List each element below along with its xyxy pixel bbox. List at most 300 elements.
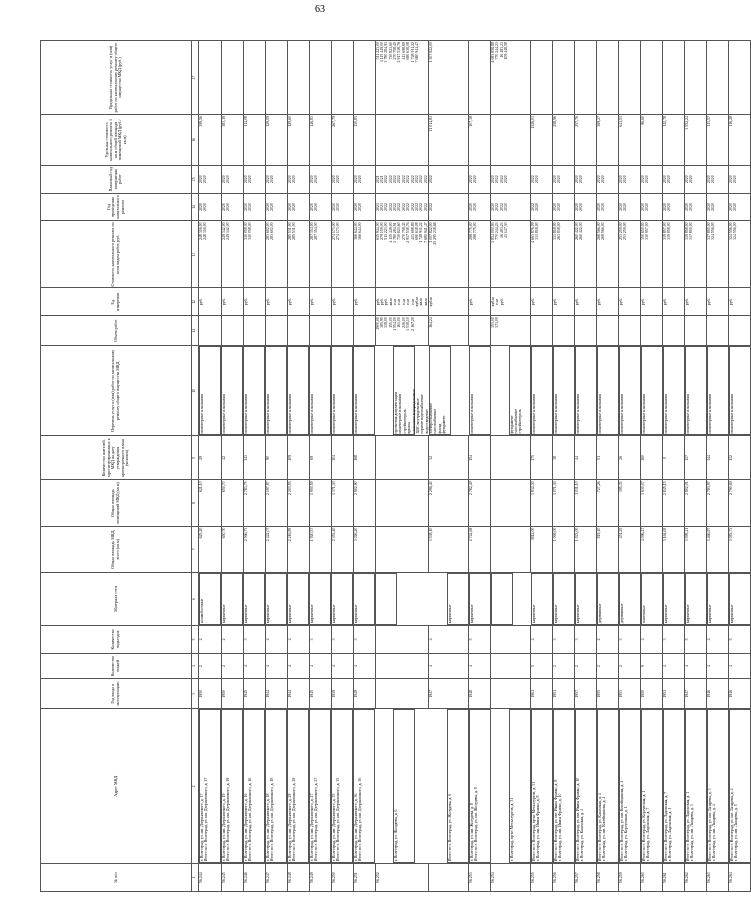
cell-area_l: 2 783,97 [707, 480, 729, 526]
cell-line: инженерные изыскания [469, 394, 474, 434]
cell-line: стройконтроль [402, 408, 407, 434]
cell-line: 285 531,00 [291, 222, 296, 240]
cell-people: 32 [429, 436, 469, 480]
column-index-cell: 8 [192, 480, 199, 526]
cell-line: 2 167,20 [410, 317, 415, 331]
cell-cost [243, 221, 265, 288]
cell-line: 253 259,00 [623, 222, 628, 240]
cell-line: 248 316,00 [203, 222, 208, 240]
table-body [192, 41, 751, 892]
cell-line: инженерные изыскания [354, 394, 358, 434]
column-header: Количество жителей, зарегистрированных в МКД на дату утверждения краткосрочного плана (человек) [41, 436, 192, 480]
cell-line: 2020 [557, 203, 562, 211]
cell-area: 3 164,65 [663, 526, 685, 572]
cell-entr: 4 [265, 626, 287, 654]
cell-year: 1945 [309, 679, 331, 709]
cell-unit [491, 288, 531, 316]
cell-line: г. Волгоград, ул. им. Дзержинского, д. 29 [288, 793, 292, 862]
cell-y2 [553, 165, 575, 193]
cell-area: 3812,00 [531, 526, 553, 572]
cell-line: инженерные изыскания [619, 394, 624, 434]
cell-line: 2020 [291, 175, 296, 184]
cell-line: 2020 [221, 203, 226, 211]
cell-line: Итого по г. Волгоград, ул. Жолудева, д. 6 [447, 793, 452, 862]
cell-line: 2020 [689, 203, 694, 211]
cell-area: 3 095,21 [685, 526, 707, 572]
cell-year: 1950 [641, 679, 663, 709]
cell-line: 2020 [663, 175, 667, 184]
cell-line: 2022 [429, 203, 433, 211]
cell-num: 56.249 [309, 864, 331, 892]
cell-unit [221, 288, 243, 316]
cell-limit [553, 41, 575, 115]
column-header: Перечень услуг и (или) работ по капитальному ремонту общего имущества МКД [41, 346, 192, 436]
cell-line: г. Волгоград, ул. Казахская, д. 4 [579, 809, 584, 862]
cell-vol [531, 316, 553, 346]
cell-cost [491, 221, 531, 288]
cell-line: 511 223,00 [384, 222, 389, 240]
cell-people: 90 [265, 436, 287, 480]
cell-line: 366 644,00 [357, 222, 362, 240]
cell-works [597, 346, 619, 435]
cell-works [619, 346, 641, 435]
cell-addr [685, 709, 707, 863]
cell-unit [243, 288, 265, 316]
cell-wall: кирпичные [729, 573, 751, 625]
cell-line: п.м [410, 299, 415, 305]
cell-num: 56.251 [353, 864, 375, 892]
cell-vol [685, 316, 707, 346]
cell-line: 2020 [335, 203, 340, 211]
cell-line: 267,79 [331, 116, 336, 127]
cell-line: 2020 [575, 203, 579, 211]
cell-works [641, 346, 663, 435]
column-index-cell: 11 [192, 316, 199, 346]
cell-line: 3 780 284,91 [393, 222, 397, 243]
cell-line: инженерные изыскания [332, 394, 336, 434]
cell-line: 2020 [729, 175, 733, 184]
cell-line: 2020 [291, 203, 296, 211]
cell-line: 112,78 [663, 116, 667, 127]
cell-line: 2022 [397, 175, 402, 184]
cell-entr: 4 [707, 626, 729, 654]
cell-addr [265, 709, 287, 863]
column-header: Предельная стоимость услуг и (или) работ по капитальному ремонту общего имущества МКД (руб.) [41, 41, 192, 115]
cell-line: 2020 [575, 175, 579, 184]
cell-works [469, 346, 491, 435]
column-index-cell: 12 [192, 288, 199, 316]
table-row [309, 41, 331, 892]
cell-people: 44 [575, 436, 597, 480]
cell-unit [531, 288, 553, 316]
cell-area: 3 083,73 [729, 526, 751, 572]
cell-line: 770 244,23 [495, 42, 500, 60]
cell-y1 [729, 193, 751, 221]
cell-y1 [309, 193, 331, 221]
cell-line: 2020 [711, 175, 716, 184]
cell-y2 [287, 165, 309, 193]
cell-vol [729, 316, 751, 346]
column-index-cell: 17 [192, 41, 199, 115]
cell-line: 331 818,00 [535, 222, 540, 240]
cell-line: 298 775,00 [473, 222, 478, 240]
cell-cost [553, 221, 575, 288]
cell-year: 1951 [553, 679, 575, 709]
cell-area: 650,70 [221, 526, 243, 572]
cell-limit [641, 41, 663, 115]
cell-line: 274 173,00 [335, 222, 340, 240]
cell-line: проектная документация [394, 392, 398, 434]
cell-spec [729, 115, 751, 166]
cell-area_l: 2 802,90 [353, 480, 375, 526]
cell-line: 310 058,00 [243, 222, 248, 240]
cell-floors: 4 [265, 653, 287, 678]
column-header: Год ввода в эксплуатацию [41, 679, 192, 709]
cell-spec [429, 115, 469, 166]
cell-addr [447, 709, 469, 863]
cell-num: 56.264 [729, 864, 751, 892]
cell-entr: 4 [641, 626, 663, 654]
cell-line: 2020 [357, 203, 362, 211]
table-row [619, 41, 641, 892]
cell-line: 11 014,81 [429, 116, 433, 132]
cell-area_l: 2 296,40 [429, 480, 469, 526]
cell-line: 2020 [504, 175, 509, 184]
cell-line: 2022 [414, 175, 419, 184]
cell-people: 38 [553, 436, 575, 480]
column-index-cell: 16 [192, 115, 199, 166]
cell-line: 248 316,00 [199, 222, 203, 240]
cell-line: Итого по г. Волгоград, ул. им. Дзержинского, д. 29 [292, 777, 297, 862]
cell-y1 [353, 193, 375, 221]
cell-line: 730 823,60 [388, 42, 393, 60]
cell-limit [353, 41, 375, 115]
cell-line: 2020 [203, 203, 208, 211]
cell-line: руб. [221, 298, 226, 306]
cell-works [553, 346, 575, 435]
cell-year: 1950 [221, 679, 243, 709]
cell-area_l [375, 480, 429, 526]
cell-unit [729, 288, 751, 316]
cell-area_l: 3 630,07 [641, 480, 663, 526]
cell-works [309, 346, 331, 435]
cell-line: 317 800,00 [707, 222, 711, 240]
cell-year: 1949 [353, 679, 375, 709]
cell-y1 [491, 193, 531, 221]
column-header: Объем работ [41, 316, 192, 346]
column-index-cell: 6 [192, 572, 199, 625]
cell-line: 113,57 [707, 116, 711, 127]
table-row [641, 41, 663, 892]
cell-line: г. Волгоград, ул. им. Дзержинского, д. 35 [332, 793, 336, 862]
cell-people: 154 [469, 436, 491, 480]
cell-wall: кирпичные [531, 573, 553, 625]
cell-line: 319 858,00 [685, 222, 689, 240]
cell-line: 2020 [199, 203, 203, 211]
cell-line: 2020 [623, 175, 628, 184]
cell-y1 [707, 193, 729, 221]
cell-people [375, 436, 429, 480]
cell-year: 1957 [575, 679, 597, 709]
cell-y1 [575, 193, 597, 221]
cell-floors: 4 [287, 653, 309, 678]
cell-line: 2020 [491, 203, 495, 211]
cell-floors: 9 [641, 653, 663, 678]
cell-line: куб.м [491, 297, 495, 307]
cell-cost [641, 221, 663, 288]
cell-area: 1 023,00 [575, 526, 597, 572]
cell-limit [491, 41, 531, 115]
cell-limit [597, 41, 619, 115]
cell-area_l: 621,10 [199, 480, 222, 526]
cell-spec [663, 115, 685, 166]
cell-line: руб. [531, 298, 535, 306]
cell-num: 56.253 [469, 864, 491, 892]
column-header: Материал стен [41, 572, 192, 625]
cell-line: 371,00 [495, 317, 500, 328]
cell-entr: 5 [729, 626, 751, 654]
cell-people: 0 [663, 436, 685, 480]
cell-addr [729, 709, 751, 863]
cell-floors: 4 [331, 653, 353, 678]
cell-line: 2022 [384, 175, 389, 184]
cell-line: г. Волгоград, ул. им. Дзержинского, д. 36 [354, 793, 358, 862]
cell-unit [597, 288, 619, 316]
cell-line: 3 552,24 [685, 116, 689, 130]
cell-line: 2020 [287, 203, 292, 211]
cell-vol [199, 316, 222, 346]
cell-line: 413 698,89 [410, 222, 415, 240]
table-row [375, 41, 429, 892]
cell-works [575, 346, 597, 435]
cell-spec [553, 115, 575, 166]
cell-y1 [685, 193, 707, 221]
cell-entr: 3 [353, 626, 375, 654]
cell-line: 2020 [199, 175, 203, 184]
cell-area_l: 727,26 [597, 480, 619, 526]
cell-cost [429, 221, 469, 288]
cell-vol [575, 316, 597, 346]
cell-line: 2022 [419, 203, 424, 211]
cell-area_l: 2 802,01 [685, 480, 707, 526]
cell-area_l: 1 071,30 [553, 480, 575, 526]
column-header: Стоимость капитального ремонта по всем видам работ, руб. [41, 221, 192, 288]
cell-line: Итого по г. Волгоград, ул. им. Копейщикова, д. 4 [619, 780, 624, 862]
cell-num: 56.259 [619, 864, 641, 892]
cell-entr: 5 [469, 626, 491, 654]
cell-cost [199, 221, 222, 288]
cell-line: руб. [575, 298, 579, 306]
cell-year: 1944 [287, 679, 309, 709]
cell-line: электроснабжение [429, 402, 433, 434]
cell-addr [663, 709, 685, 863]
cell-line: инженерные изыскания [222, 394, 226, 434]
cell-vol [309, 316, 331, 346]
cell-limit [265, 41, 287, 115]
cell-line: 287 354,00 [313, 222, 318, 240]
cell-line: 96,60 [641, 116, 645, 125]
cell-year [491, 679, 531, 709]
cell-line: 270 758,45 [393, 42, 397, 60]
cell-y1 [641, 193, 663, 221]
cell-works [221, 346, 243, 435]
cell-line: 2020 [645, 175, 650, 184]
cell-line: фундамент [442, 415, 447, 434]
cell-area: 451,25 [619, 526, 641, 572]
cell-line: инженерные изыскания [597, 394, 602, 434]
cell-wall [491, 573, 513, 625]
cell-addr [353, 709, 375, 863]
cell-area: 3 026,20 [353, 526, 375, 572]
cell-works [729, 346, 751, 435]
cell-year: 1945 [243, 679, 265, 709]
cell-line: 109 448,58 [504, 42, 509, 60]
cell-spec [199, 115, 222, 166]
cell-num: 56.244 [199, 864, 222, 892]
cell-limit [287, 41, 309, 115]
cell-line: г. Волгоград, ул. им. Дзержинского, д. 17 [200, 793, 204, 862]
cell-wall: кирпичные [553, 573, 575, 625]
column-header: Удельная стоимость капитального ремонта 1 кв.м общей площади помещений МКД (руб./кв.м) [41, 115, 192, 166]
cell-line: 2020 [579, 203, 584, 211]
cell-addr [575, 709, 597, 863]
column-header: Адрес МКД [41, 709, 192, 864]
cell-num: 56.252 [375, 864, 429, 892]
cell-line: 2022 [393, 175, 397, 184]
cell-people: 109 [287, 436, 309, 480]
cell-line: инженерные изыскания [663, 394, 668, 434]
cell-line: 2022 [414, 203, 419, 211]
cell-line: п.м [393, 299, 397, 305]
cell-line: г. Волгоград, ул. им. Ивана Франко, д. 8 [535, 795, 540, 862]
cell-wall: кирпичные [707, 573, 729, 625]
cell-line: 2022 [495, 175, 500, 184]
cell-line: 399,56 [199, 116, 203, 127]
cell-line: 2020 [579, 175, 584, 184]
cell-people: 160 [641, 436, 663, 480]
cell-line: 385,95 [379, 317, 384, 328]
cell-line: 2020 [645, 203, 650, 211]
cell-addr [287, 709, 309, 863]
cell-num: 56.247 [265, 864, 287, 892]
cell-y2 [685, 165, 707, 193]
cell-line: 2020 [601, 203, 606, 211]
cell-wall: кирпичные [243, 573, 265, 625]
cell-year: 1939 [331, 679, 353, 709]
column-header: Плановый год завершения работ [41, 165, 192, 193]
cell-line: инженерные изыскания [575, 394, 580, 434]
cell-line: 2020 [265, 203, 270, 211]
column-index-cell: 5 [192, 626, 199, 654]
cell-vol [243, 316, 265, 346]
cell-line: 283 602,00 [269, 222, 274, 240]
cell-line: 146,83 [309, 116, 314, 127]
cell-line: 1326,01 [531, 116, 535, 129]
cell-cost [685, 221, 707, 288]
cell-line: 383,19 [221, 116, 226, 127]
cell-entr: 3 [553, 626, 575, 654]
cell-line: горячее водоснабжение [420, 394, 425, 434]
cell-line: 2020 [535, 175, 540, 184]
cell-line: 2020 [243, 175, 248, 184]
cell-line: 2020 [225, 203, 230, 211]
cell-line: руб. [379, 298, 384, 306]
cell-line: 2020 [504, 203, 509, 211]
cell-unit [685, 288, 707, 316]
cell-area_l: 1 950,59 [309, 480, 331, 526]
table-row [331, 41, 353, 892]
cell-area: 2 416,95 [287, 526, 309, 572]
cell-area_l: 2 790,69 [729, 480, 751, 526]
cell-addr [393, 709, 415, 863]
cell-line: 2022 [499, 175, 504, 184]
cell-y1 [243, 193, 265, 221]
cell-line: руб. [375, 298, 380, 306]
cell-line: руб. [729, 298, 733, 306]
cell-line: 163,00 [397, 317, 402, 328]
cell-line: 2020 [619, 203, 623, 211]
cell-entr: 2 [221, 626, 243, 654]
cell-floors: 4 [729, 653, 751, 678]
cell-vol [663, 316, 685, 346]
table-row [729, 41, 751, 892]
cell-spec [287, 115, 309, 166]
cell-line: руб. [331, 298, 336, 306]
cell-y2 [353, 165, 375, 193]
cell-line: 2020 [663, 203, 667, 211]
cell-cost [663, 221, 685, 288]
cell-vol [287, 316, 309, 346]
cell-y2 [707, 165, 729, 193]
cell-limit [707, 41, 729, 115]
cell-num: 56.255 [531, 864, 553, 892]
cell-cost [619, 221, 641, 288]
cell-line: 413 698,89 [401, 42, 406, 60]
cell-num: 56.248 [287, 864, 309, 892]
cell-line: 324 556,00 [733, 222, 738, 240]
cell-line: 2022 [423, 175, 428, 184]
cell-line: 1 728 911,22 [410, 42, 415, 63]
cell-line: 2020 [335, 175, 340, 184]
cell-vol [491, 316, 531, 346]
cell-line: инженерные изыскания [685, 394, 690, 434]
cell-line: 2021 [375, 175, 380, 184]
cell-line: 2022 [499, 203, 504, 211]
cell-floors: 2 [221, 653, 243, 678]
cell-entr: 3 [663, 626, 685, 654]
cell-line: ХВС внутридомовые [415, 398, 420, 434]
cell-works [331, 346, 353, 435]
table-row [707, 41, 729, 892]
cell-line: 1 507 822,00 [429, 42, 433, 63]
cell-floors: 2 [575, 653, 597, 678]
cell-unit [375, 288, 429, 316]
cell-floors [491, 653, 531, 678]
cell-line: 770 244,23 [495, 222, 500, 240]
table-row [353, 41, 375, 892]
cell-line: инженерные изыскания [244, 394, 248, 434]
cell-line: 2 917 538,76 [397, 42, 402, 63]
cell-wall: кирпичные [331, 573, 353, 625]
cell-line: 331 818,00 [553, 222, 557, 240]
cell-addr [243, 709, 265, 863]
cell-line: руб. [384, 298, 389, 306]
cell-addr [531, 709, 553, 863]
cell-entr: 4 [287, 626, 309, 654]
cell-people: 69 [309, 436, 331, 480]
cell-num: 56.262 [685, 864, 707, 892]
cell-line: 114,08 [243, 116, 248, 127]
